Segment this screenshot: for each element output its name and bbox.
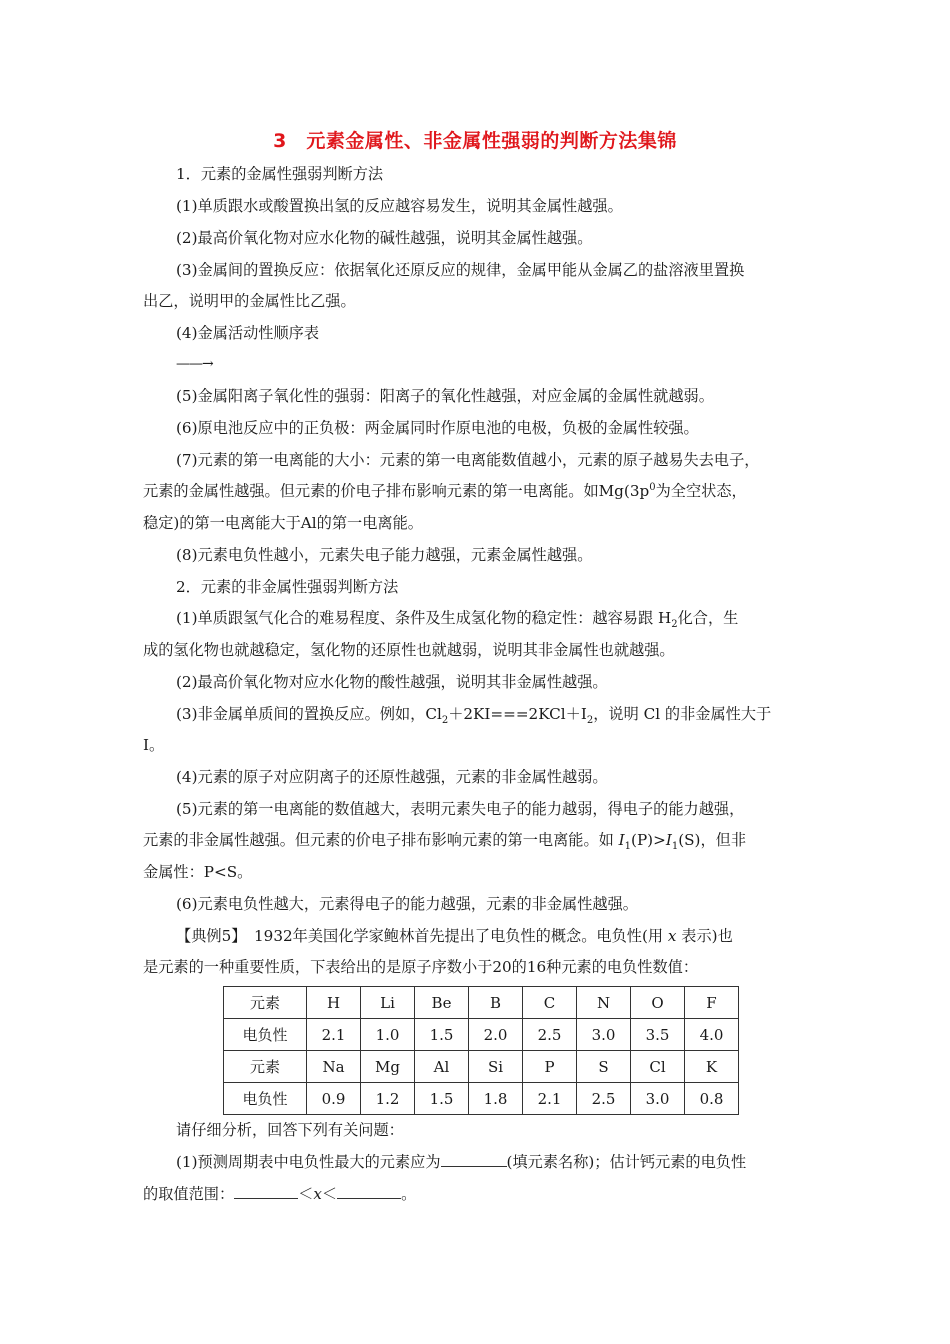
section1-item-5: (5)金属阳离子氧化性的强弱：阳离子的氧化性越强，对应金属的金属性就越弱。 — [176, 387, 714, 405]
value-cell: B — [469, 987, 523, 1019]
page-title: 3 元素金属性、非金属性强弱的判断方法集锦 — [273, 130, 677, 152]
section1-heading: 1．元素的金属性强弱判断方法 — [176, 165, 384, 183]
section1-item-7-line1: (7)元素的第一电离能的大小：元素的第一电离能数值越小，元素的原子越易失去电子， — [176, 451, 760, 469]
section2-item-2: (2)最高价氧化物对应水化物的酸性越强，说明其非金属性越强。 — [176, 673, 608, 691]
value-cell: K — [685, 1051, 739, 1083]
section1-item-2: (2)最高价氧化物对应水化物的碱性越强，说明其金属性越强。 — [176, 229, 593, 247]
question-1-line2: 的取值范围： ＜x＜ 。 — [143, 1185, 417, 1203]
value-cell: 1.5 — [415, 1083, 469, 1115]
section2-item-4: (4)元素的原子对应阴离子的还原性越强，元素的非金属性越弱。 — [176, 768, 608, 786]
value-cell: 0.8 — [685, 1083, 739, 1115]
answer-blank-element[interactable] — [441, 1152, 507, 1167]
value-cell: H — [307, 987, 361, 1019]
value-cell: 2.1 — [307, 1019, 361, 1051]
answer-blank-lower[interactable] — [234, 1184, 298, 1199]
section2-item-3-line2: I。 — [143, 736, 165, 754]
table-row — [224, 987, 739, 1019]
value-cell: S — [577, 1051, 631, 1083]
value-cell: 3.0 — [577, 1019, 631, 1051]
value-cell: 3.0 — [631, 1083, 685, 1115]
section1-item-7-line2: 元素的金属性越强。但元素的价电子排布影响元素的第一电离能。如$Mg(3p^0$为全空状态， — [143, 481, 747, 500]
row-header-cell: 电负性 — [224, 1083, 307, 1115]
row-header-cell: 电负性 — [224, 1019, 307, 1051]
value-cell: C — [523, 987, 577, 1019]
section2-item-5-line3: 金属性：P<S。 — [143, 863, 253, 881]
value-cell: Li — [361, 987, 415, 1019]
value-cell: 1.8 — [469, 1083, 523, 1115]
section2-item-1-line2: 成的氢化物也就越稳定，氢化物的还原性也就越弱，说明其非金属性也就越强。 — [143, 641, 675, 659]
section2-item-3-line1: (3)非金属单质间的置换反应。例如，$Cl_2+2KI===2KCl+I_2$，说明 Cl 的非金属性大于 — [176, 705, 772, 727]
section2-item-6: (6)元素电负性越大，元素得电子的能力越强，元素的非金属性越强。 — [176, 895, 638, 913]
row-header-cell: 元素 — [224, 1051, 307, 1083]
section2-item-5-line2: 元素的非金属性越强。但元素的价电子排布影响元素的第一电离能。如 $I_1(P)>I_1(S)$，但非 — [143, 831, 747, 853]
value-cell: 1.5 — [415, 1019, 469, 1051]
value-cell: O — [631, 987, 685, 1019]
arrow-glyph: ——→ — [176, 356, 213, 372]
value-cell: P — [523, 1051, 577, 1083]
value-cell: Cl — [631, 1051, 685, 1083]
value-cell: Be — [415, 987, 469, 1019]
value-cell: 1.0 — [361, 1019, 415, 1051]
section1-item-1: (1)单质跟水或酸置换出氢的反应越容易发生，说明其金属性越强。 — [176, 197, 623, 215]
value-cell: Al — [415, 1051, 469, 1083]
section1-item-3-line2: 出乙，说明甲的金属性比乙强。 — [143, 292, 356, 310]
section1-item-7-line3: 稳定)的第一电离能大于Al的第一电离能。 — [143, 514, 423, 532]
value-cell: 1.2 — [361, 1083, 415, 1115]
section1-item-6: (6)原电池反应中的正负极：两金属同时作原电池的电极，负极的金属性较强。 — [176, 419, 699, 437]
section1-item-8: (8)元素电负性越小，元素失电子能力越强，元素金属性越强。 — [176, 546, 593, 564]
value-cell: 2.1 — [523, 1083, 577, 1115]
value-cell: 2.0 — [469, 1019, 523, 1051]
question-prompt: 请仔细分析，回答下列有关问题： — [176, 1121, 404, 1139]
value-cell: 3.5 — [631, 1019, 685, 1051]
section2-item-5-line1: (5)元素的第一电离能的数值越大，表明元素失电子的能力越弱，得电子的能力越强， — [176, 800, 745, 818]
example-intro-line1: 【典例5】 1932年美国化学家鲍林首先提出了电负性的概念。电负性(用 x 表示)也 — [176, 927, 733, 945]
value-cell: 2.5 — [577, 1083, 631, 1115]
section2-item-1-line1: (1)单质跟氢气化合的难易程度、条件及生成氢化物的稳定性：越容易跟 $H_2$化合，生 — [176, 609, 739, 631]
section2-heading: 2．元素的非金属性强弱判断方法 — [176, 578, 399, 596]
value-cell: N — [577, 987, 631, 1019]
section1-item-4: (4)金属活动性顺序表 — [176, 324, 320, 342]
answer-blank-upper[interactable] — [337, 1184, 401, 1199]
example-intro-line2: 是元素的一种重要性质，下表给出的是原子序数小于20的16种元素的电负性数值： — [143, 958, 699, 976]
question-1-line1: (1)预测周期表中电负性最大的元素应为 (填元素名称)；估计钙元素的电负性 — [176, 1153, 747, 1171]
value-cell: Si — [469, 1051, 523, 1083]
section1-item-3-line1: (3)金属间的置换反应：依据氧化还原反应的规律，金属甲能从金属乙的盐溶液里置换 — [176, 261, 745, 279]
value-cell: Na — [307, 1051, 361, 1083]
value-cell: 2.5 — [523, 1019, 577, 1051]
row-header-cell: 元素 — [224, 987, 307, 1019]
value-cell: F — [685, 987, 739, 1019]
value-cell: 4.0 — [685, 1019, 739, 1051]
value-cell: 0.9 — [307, 1083, 361, 1115]
table-row — [224, 1083, 739, 1115]
table-row — [224, 1019, 739, 1051]
electronegativity-table — [223, 986, 739, 1115]
value-cell: Mg — [361, 1051, 415, 1083]
table-row — [224, 1051, 739, 1083]
